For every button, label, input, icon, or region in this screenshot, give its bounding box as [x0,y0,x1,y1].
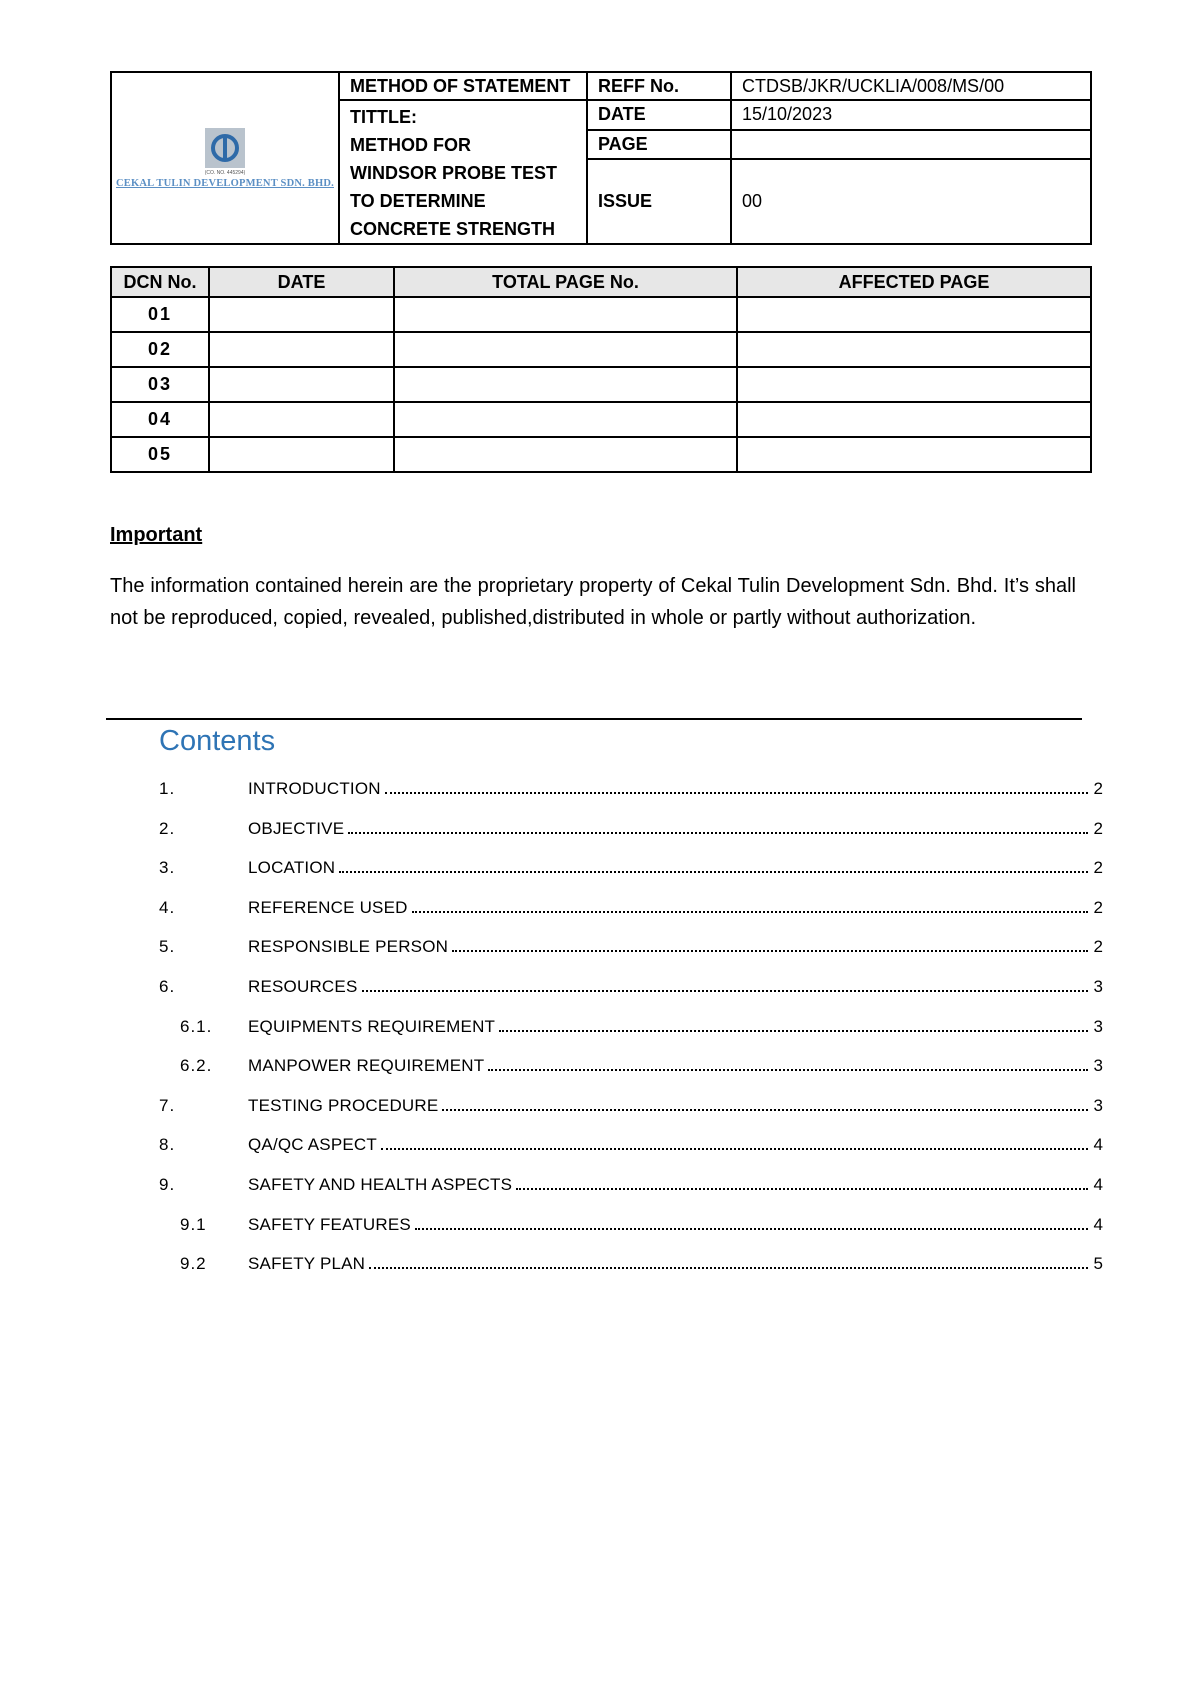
toc-page: 4 [1093,1214,1103,1234]
toc-label[interactable]: REFERENCE USED [248,897,408,917]
toc-page: 3 [1093,976,1103,996]
toc-page: 2 [1093,937,1103,957]
toc-entry[interactable] [159,1175,1103,1215]
table-row [111,367,1091,402]
toc-label[interactable]: RESOURCES [248,976,358,996]
company-logo-icon [205,128,245,168]
contents-title: Contents [159,725,276,757]
date-label: DATE [587,100,731,130]
issue-label: ISSUE [587,159,731,244]
page-value [731,130,1091,160]
toc-number: 7. [159,1095,176,1115]
reff-value: CTDSB/JKR/UCKLIA/008/MS/00 [731,72,1091,100]
date-value: 15/10/2023 [731,100,1091,130]
title-line-1: METHOD FOR [350,135,471,155]
toc-leader [381,1148,1088,1150]
dcn-number: 04 [111,402,209,437]
dcn-header-dcn-no: DCN No. [111,267,209,297]
toc-leader [516,1188,1087,1190]
dcn-number: 02 [111,332,209,367]
toc-entry[interactable] [159,779,1103,819]
toc-number: 2. [159,818,176,838]
toc-label[interactable]: TESTING PROCEDURE [248,1095,439,1115]
toc-label[interactable]: SAFETY FEATURES [248,1214,411,1234]
table-row [111,437,1091,472]
toc-leader [339,871,1087,873]
table-of-contents [159,779,1103,1294]
page-label: PAGE [587,130,731,160]
toc-entry[interactable] [159,1215,1103,1255]
toc-leader [415,1228,1088,1230]
dcn-number: 01 [111,297,209,332]
toc-leader [499,1030,1087,1032]
toc-number: 6.1. [180,1016,213,1036]
toc-label[interactable]: LOCATION [248,858,336,878]
title-line-4: CONCRETE STRENGTH [350,219,556,239]
toc-entry[interactable] [159,819,1103,859]
toc-number: 3. [159,858,176,878]
toc-number: 9.1 [180,1214,207,1234]
toc-label[interactable]: SAFETY PLAN [248,1254,366,1274]
toc-leader [412,911,1088,913]
toc-leader [488,1069,1087,1071]
toc-label[interactable]: QA/QC ASPECT [248,1135,377,1155]
company-logo [116,128,334,189]
toc-number: 9. [159,1174,176,1194]
toc-page: 2 [1093,858,1103,878]
important-notice: The information contained herein are the proprietary property of Cekal Tulin Development Sdn. Bhd. It’s shall not be reproduced, copied, revealed, published,distributed in whole or partly without authorization. [110,575,1076,629]
dcn-header-total-page: TOTAL PAGE No. [394,267,737,297]
toc-label[interactable]: INTRODUCTION [248,779,381,798]
toc-number: 9.2 [180,1254,207,1274]
toc-entry[interactable] [159,1056,1103,1096]
table-row [111,297,1091,332]
toc-page: 2 [1093,818,1103,838]
toc-entry[interactable] [159,858,1103,898]
reff-label: REFF No. [587,72,731,100]
toc-page: 2 [1093,779,1103,798]
issue-value: 00 [731,159,1091,244]
toc-page: 2 [1093,897,1103,917]
toc-leader [369,1267,1087,1269]
toc-leader [348,832,1087,834]
section-divider [106,718,1082,720]
toc-page: 4 [1093,1135,1103,1155]
dcn-number: 03 [111,367,209,402]
toc-number: 6. [159,976,176,996]
toc-label[interactable]: OBJECTIVE [248,818,345,838]
toc-page: 4 [1093,1174,1103,1194]
title-line-2: WINDSOR PROBE TEST [350,163,558,183]
table-row [111,402,1091,437]
toc-page: 5 [1093,1254,1103,1274]
title-line-3: TO DETERMINE [350,191,486,211]
toc-entry[interactable] [159,1017,1103,1057]
toc-number: 6.2. [180,1056,213,1076]
table-row [111,332,1091,367]
toc-label[interactable]: RESPONSIBLE PERSON [248,937,449,957]
toc-entry[interactable] [159,1254,1103,1294]
dcn-header-affected-page: AFFECTED PAGE [737,267,1091,297]
toc-leader [385,792,1088,794]
toc-number: 1. [159,779,176,798]
title-label: TITTLE: [350,107,417,127]
document-header-table [110,71,1092,245]
toc-entry[interactable] [159,898,1103,938]
important-heading: Important [110,524,203,546]
toc-leader [452,950,1087,952]
dcn-number: 05 [111,437,209,472]
toc-page: 3 [1093,1056,1103,1076]
toc-entry[interactable] [159,1096,1103,1136]
toc-label[interactable]: SAFETY AND HEALTH ASPECTS [248,1174,513,1194]
toc-leader [362,990,1088,992]
company-name: CEKAL TULIN DEVELOPMENT SDN. BHD. [115,177,334,189]
doc-type-cell: METHOD OF STATEMENT [339,72,587,100]
toc-number: 5. [159,937,176,957]
logo-cell [111,72,339,244]
title-cell [339,100,587,244]
toc-number: 8. [159,1135,176,1155]
toc-entry[interactable] [159,977,1103,1017]
dcn-table [110,266,1092,473]
toc-entry[interactable] [159,1135,1103,1175]
logo-subtext: (CO. NO. 445294) [204,169,246,176]
toc-number: 4. [159,897,176,917]
toc-label[interactable]: EQUIPMENTS REQUIREMENT [248,1016,496,1036]
toc-page: 3 [1093,1016,1103,1036]
toc-entry[interactable] [159,937,1103,977]
toc-page: 3 [1093,1095,1103,1115]
toc-label[interactable]: MANPOWER REQUIREMENT [248,1056,485,1076]
toc-leader [442,1109,1087,1111]
dcn-header-date: DATE [209,267,394,297]
